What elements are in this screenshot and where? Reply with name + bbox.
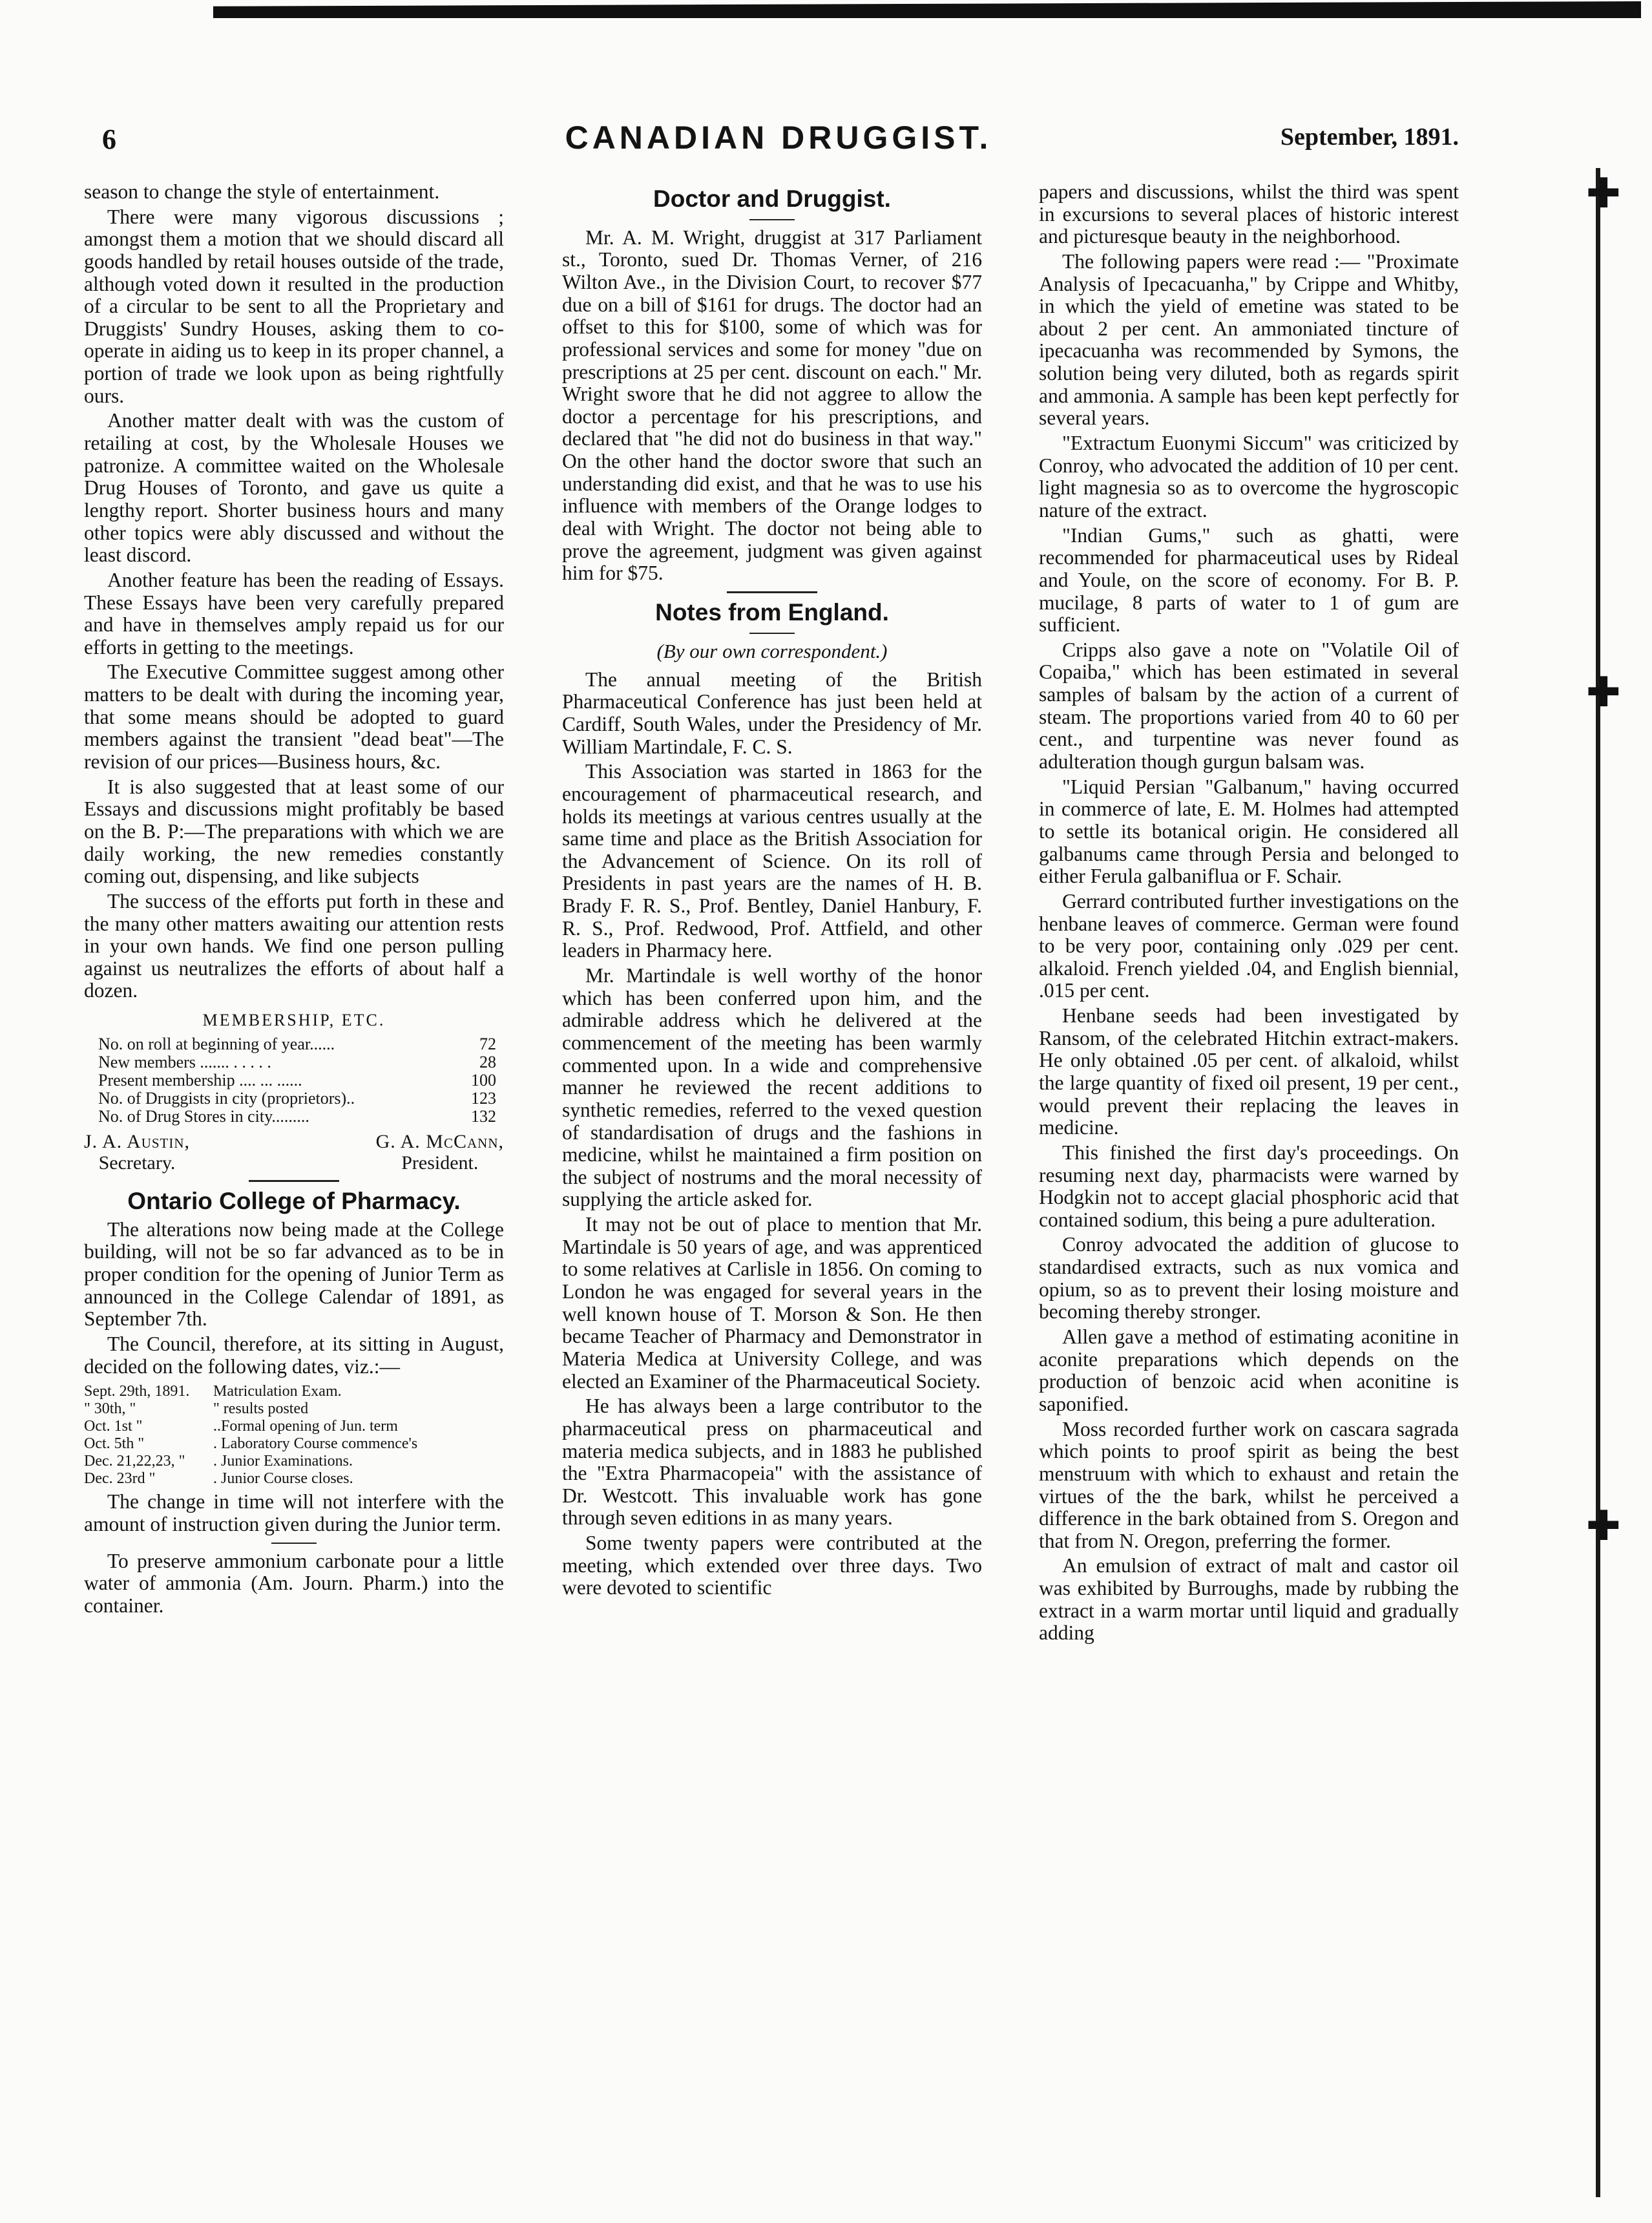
paragraph: Some twenty papers were contributed at the meeting, which extended over three days. Two were devoted to scientific [562, 1532, 982, 1599]
signature-secretary [84, 1131, 190, 1174]
paragraph: The success of the efforts put forth in these and the many other matters awaiting our attention rests in your own hands. We find one person pulling against us neutralizes the efforts of about half a dozen. [84, 889, 504, 1002]
paragraph: The Council, therefore, at its sitting in August, decided on the following dates, viz.:— [84, 1332, 504, 1378]
page-header [90, 116, 1467, 162]
membership-heading: MEMBERSHIP, ETC. [202, 1011, 386, 1030]
paragraph: Gerrard contributed further investigations on the henbane leaves of commerce. German were found to be very poor, containing only .029 per cent. alkaloid. French yielded .04, and English biennial, .015 per cent. [1039, 889, 1459, 1002]
row-value: 28 [479, 1052, 496, 1071]
paragraph: Moss recorded further work on cascara sagrada which points to proof spirit as being the best menstruum with which to exhaust and retain the virtues of the the bark, whilst he perceived a difference in the bark obtained from S. Oregon and that from N. Oregon, preferring the former. [1039, 1417, 1459, 1552]
membership-table [98, 1035, 504, 1126]
row-label: No. of Drug Stores in city......... [98, 1106, 309, 1126]
schedule-event: " results posted [213, 1400, 309, 1418]
row-value: 123 [471, 1088, 496, 1108]
table-row [98, 1035, 504, 1053]
paragraph: The change in time will not interfere with the amount of instruction given during the Junior term. [84, 1490, 504, 1536]
signatures [84, 1131, 504, 1174]
table-row [98, 1071, 504, 1090]
paragraph: The Executive Committee suggest among other matters to be dealt with during the incoming year, that some means should be adopted to guard members against the transient "dead beat"—The revision of our prices—Business hours, &c. [84, 660, 504, 774]
divider [271, 1543, 317, 1544]
paragraph: Allen gave a method of estimating aconitine in aconite preparations which depends on the production of benzoic acid when aconitine is saponified. [1039, 1325, 1459, 1415]
binding-tack-icon: ✚ [1586, 669, 1621, 717]
paragraph: Another matter dealt with was the custom of retailing at cost, by the Wholesale Houses we patronize. A committee waited on the Wholesale Drug Houses of Toronto, and gave us quite a lengthy report. Shorter business hours and many other topics were ably discussed and without the least discord. [84, 409, 504, 567]
row-value: 100 [471, 1070, 496, 1090]
table-row [84, 1435, 504, 1453]
schedule-date: Sept. 29th, 1891. [84, 1383, 190, 1400]
paragraph: This Association was started in 1863 for the encouragement of pharmaceutical research, and holds its meetings at various centres usually at the same time and place as the British Association for the Advancement of Science. On its roll of Presidents in past years are the names of H. B. Brady F. R. S., Prof. Bentley, Daniel Hanbury, F. R. S., Prof. Redwood, Prof. Attfield, and other leaders in Pharmacy here. [562, 760, 982, 962]
divider [749, 219, 795, 220]
table-row [98, 1108, 504, 1126]
divider [249, 1180, 339, 1182]
binding-tack-icon: ✚ [1586, 170, 1621, 218]
paragraph: "Extractum Euonymi Siccum" was criticized by Conroy, who advocated the addition of 10 per cent. light magnesia so as to overcome the hygroscopic nature of the extract. [1039, 432, 1459, 522]
schedule-event: . Junior Examinations. [213, 1452, 353, 1470]
ocp-heading: Ontario College of Pharmacy. [127, 1188, 461, 1215]
table-row [84, 1400, 504, 1418]
paragraph: It may not be out of place to mention that Mr. Martindale is 50 years of age, and was apprenticed to some relatives at Carlisle in 1856. On coming to London he was engaged for several years in the well known house of T. Morson & Son. He then became Teacher of Pharmacy and Demonstrator in Materia Medica at University College, and was elected an Examiner of the Pharmaceutical Society. [562, 1213, 982, 1393]
paragraph: papers and discussions, whilst the third was spent in excursions to several places of historic interest and picturesque beauty in the neighborhood. [1039, 181, 1459, 248]
schedule-event: Matriculation Exam. [213, 1383, 342, 1400]
binding-edge [1596, 168, 1600, 2197]
row-label: No. on roll at beginning of year...... [98, 1034, 335, 1053]
doctor-druggist-heading: Doctor and Druggist. [653, 185, 891, 212]
paragraph: It is also suggested that at least some of our Essays and discussions might profitably be based on the B. P:—The preparations with which we are daily working, the new remedies constantly coming out, dispensing, and like subjects [84, 775, 504, 888]
paragraph: Mr. A. M. Wright, druggist at 317 Parliament st., Toronto, sued Dr. Thomas Verner, of 216 Wilton Ave., in the Division Court, to recover $77 due on a bill of $161 for drugs. The doctor had an offset to this for $100, some of which was for professional services and some for money "due on prescriptions at 25 per cent. discount on each." Mr. Wright swore that he did not aggree to allow the doctor a percentage for his prescriptions, and declared that "he did not do business in that way." On the other hand the doctor swore that such an understanding did exist, and that he was to use his influence with members of the Orange lodges to deal with Wright. The doctor not being able to prove the agreement, judgment was given against him for $75. [562, 226, 982, 585]
paragraph: The annual meeting of the British Pharmaceutical Conference has just been held at Cardiff, South Wales, under the Presidency of Mr. William Martindale, F. C. S. [562, 668, 982, 758]
schedule-date: " 30th, " [84, 1400, 136, 1418]
schedule-date: Dec. 21,22,23, " [84, 1452, 185, 1470]
paragraph: Cripps also gave a note on "Volatile Oil of Copaiba," which has been estimated in several samples of balsam by the action of a current of steam. The proportions varied from 40 to 60 per cent., and turpentine was never found as adulteration though gurgun balsam was. [1039, 638, 1459, 774]
schedule-table [84, 1383, 504, 1487]
issue-date: September, 1891. [1280, 123, 1459, 151]
schedule-event: . Junior Course closes. [213, 1470, 353, 1487]
notes-england-heading: Notes from England. [655, 598, 889, 626]
schedule-event: ..Formal opening of Jun. term [213, 1417, 398, 1435]
binding-tack-icon: ✚ [1586, 1502, 1621, 1550]
paragraph: This finished the first day's proceedings. On resuming next day, pharmacists were warned by Hodgkin not to accept glacial phosphoric acid that contained sodium, this being a pure adulteration. [1039, 1141, 1459, 1231]
row-value: 72 [479, 1034, 496, 1053]
paragraph: Conroy advocated the addition of glucose to standardised extracts, such as nux vomica and opium, so as to prevent their losing moisture and becoming thereby stronger. [1039, 1233, 1459, 1323]
signature-role: President. [401, 1152, 479, 1174]
byline: (By our own correspondent.) [656, 639, 888, 662]
schedule-date: Dec. 23rd " [84, 1470, 156, 1487]
paragraph: Mr. Martindale is well worthy of the honor which has been conferred upon him, and the admirable address which he delivered at the commencement of the meeting has been warmly commented upon. In a wide and comprehensive manner he reviewed the recent additions to synthetic remedies, referred to the vexed question of standardisation of drugs and the fashions in medicine, whilst he maintained a firm position on the subject of nostrums and the moral necessity of supplying the article asked for. [562, 964, 982, 1211]
paragraph: "Liquid Persian "Galbanum," having occurred in commerce of late, E. M. Holmes had attempted to settle its botanical origin. He considered all galbanums came through Persia and belonged to either Ferula galbaniflua or F. Schair. [1039, 775, 1459, 888]
paragraph: There were many vigorous discussions ; amongst them a motion that we should discard all goods handled by retail houses outside of the trade, although voted down it resulted in the production of a circular to be sent to all the Proprietary and Druggists' Sundry Houses, asking them to co-operate in aiding us to keep in its proper channel, a portion of trade we look upon as being rightfully ours. [84, 205, 504, 407]
table-row [84, 1383, 504, 1400]
paragraph: The following papers were read :— "Proximate Analysis of Ipecacuanha," by Crippe and Whitby, in which the yield of emetine was stated to be about 2 per cent. An ammoniated tincture of ipecacuanha was recommended by Symons, the solution being very diluted, both as regards spirit and ammonia. A sample has been kept perfectly for several years. [1039, 249, 1459, 430]
divider [727, 591, 817, 593]
schedule-date: Oct. 5th " [84, 1435, 145, 1452]
signature-name: G. A. McCann, [375, 1131, 504, 1153]
paragraph: season to change the style of entertainment. [84, 181, 440, 203]
table-row [98, 1090, 504, 1108]
paragraph: Another feature has been the reading of Essays. These Essays have been very carefully prepared and have in themselves amply repaid us for our efforts in getting to the meetings. [84, 568, 504, 658]
journal-title: CANADIAN DRUGGIST. [565, 120, 992, 156]
row-value: 132 [471, 1106, 496, 1126]
paragraph: "Indian Gums," such as ghatti, were recommended for pharmaceutical uses by Rideal and Youle, on the score of economy. For B. P. mucilage, 8 parts of water to 1 of gum are sufficient. [1039, 523, 1459, 637]
paragraph: He has always been a large contributor to the pharmaceutical press on pharmaceutical and materia medica subjects, and in 1883 he published the "Extra Pharmacopeia" with the assistance of Dr. Westcott. This invaluable work has gone through seven editions in as many years. [562, 1395, 982, 1530]
paragraph: An emulsion of extract of malt and castor oil was exhibited by Burroughs, made by rubbing the extract in a warm mortar until liquid and gradually adding [1039, 1554, 1459, 1645]
signature-role: Secretary. [98, 1152, 176, 1174]
top-scan-border [213, 1, 1641, 18]
row-label: New members ....... . . . . . [98, 1052, 271, 1071]
signature-name: J. A. Austin, [84, 1131, 191, 1153]
page-number: 6 [102, 123, 116, 155]
column-3 [1039, 181, 1459, 2191]
column-1 [84, 181, 504, 2191]
signature-president [376, 1131, 504, 1174]
schedule-date: Oct. 1st " [84, 1417, 143, 1435]
row-label: Present membership .... ... ...... [98, 1070, 302, 1090]
table-row [84, 1470, 504, 1488]
table-row [84, 1418, 504, 1435]
schedule-event: . Laboratory Course commence's [213, 1435, 418, 1452]
table-row [98, 1053, 504, 1071]
paragraph: Henbane seeds had been investigated by Ransom, of the celebrated Hitchin extract-makers. He only obtained .05 per cent. of alkaloid, whilst the large quantity of fixed oil present, 19 per cent., would prevent their replacing the leaves in medicine. [1039, 1004, 1459, 1139]
paragraph: To preserve ammonium carbonate pour a little water of ammonia (Am. Journ. Pharm.) into the container. [84, 1549, 504, 1617]
column-2 [562, 181, 982, 2191]
row-label: No. of Druggists in city (proprietors).. [98, 1088, 355, 1108]
table-row [84, 1453, 504, 1470]
paragraph: The alterations now being made at the College building, will not be so far advanced as to be in proper condition for the opening of Junior Term as announced in the College Calendar of 1891, as September 7th. [84, 1217, 504, 1331]
divider [749, 633, 795, 634]
